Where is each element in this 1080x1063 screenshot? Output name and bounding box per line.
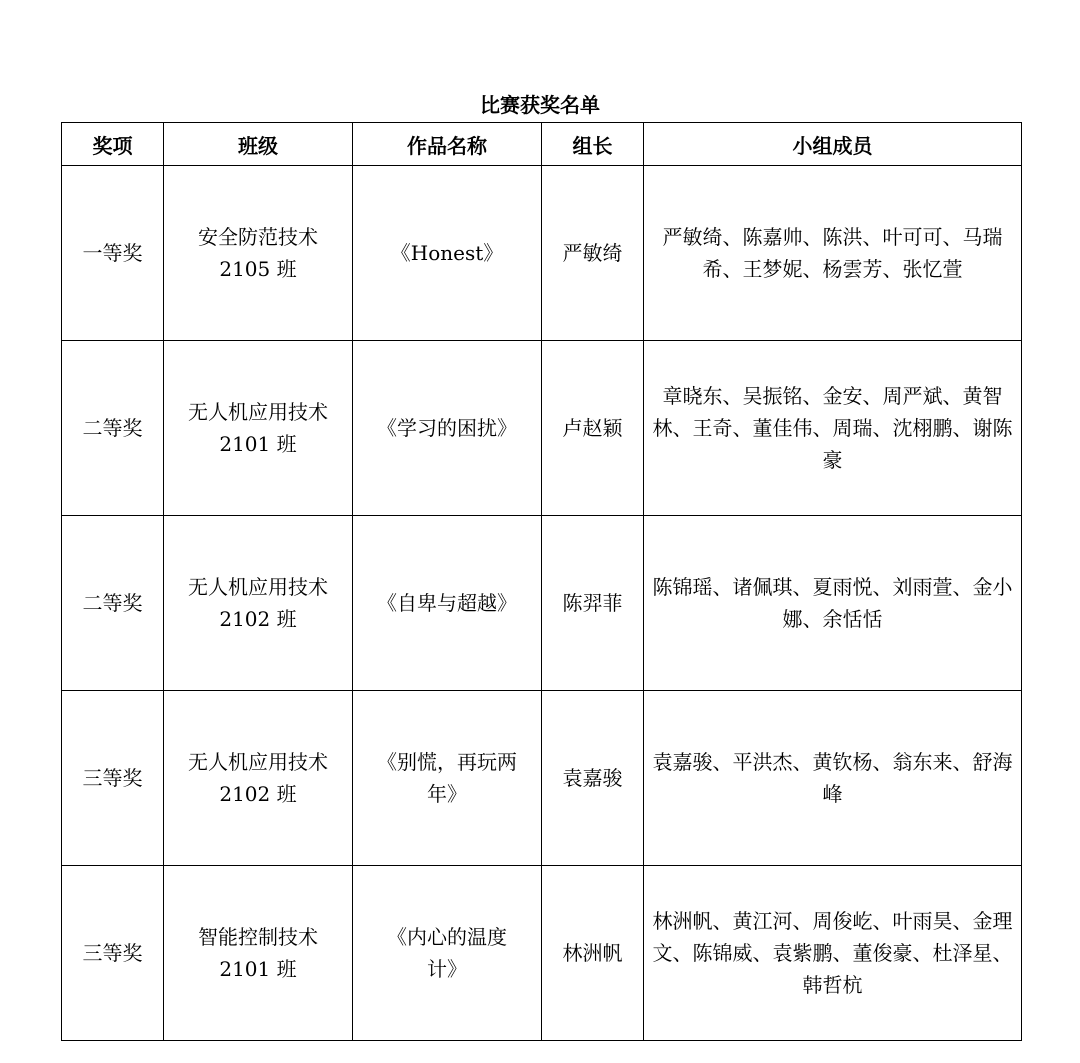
work-title-cell (353, 516, 542, 691)
awards-table (61, 122, 1022, 1041)
work-title-cell (353, 691, 542, 866)
class-cell (164, 341, 353, 516)
award-cell: 三等奖 (62, 691, 164, 866)
table-row (62, 516, 1022, 691)
award-cell: 一等奖 (62, 166, 164, 341)
work-title-line-1: 《别慌，再玩两 (377, 750, 517, 774)
class-cell (164, 166, 353, 341)
work-title-line-1: 《Honest》 (390, 241, 504, 265)
class-cell (164, 516, 353, 691)
class-cell (164, 691, 353, 866)
work-title-cell (353, 866, 542, 1041)
class-number: 2101 班 (219, 957, 297, 981)
header-leader: 组长 (542, 123, 644, 166)
class-name: 无人机应用技术 (188, 400, 328, 424)
header-work-title: 作品名称 (353, 123, 542, 166)
table-row (62, 691, 1022, 866)
header-award: 奖项 (62, 123, 164, 166)
award-cell: 二等奖 (62, 516, 164, 691)
class-name: 智能控制技术 (198, 925, 318, 949)
work-title-line-2: 年》 (427, 782, 467, 806)
table-header-row (62, 123, 1022, 166)
work-title-cell (353, 166, 542, 341)
table-row (62, 866, 1022, 1041)
class-number: 2105 班 (219, 257, 297, 281)
members-cell: 章晓东、吴振铭、金安、周严斌、黄智林、王奇、董佳伟、周瑞、沈栩鹏、谢陈豪 (644, 341, 1022, 516)
work-title-line-2: 计》 (427, 957, 467, 981)
class-number: 2101 班 (219, 432, 297, 456)
class-number: 2102 班 (219, 607, 297, 631)
class-name: 无人机应用技术 (188, 575, 328, 599)
class-number: 2102 班 (219, 782, 297, 806)
work-title-line-1: 《内心的温度 (387, 925, 507, 949)
work-title-cell (353, 341, 542, 516)
leader-cell: 严敏绮 (542, 166, 644, 341)
class-cell (164, 866, 353, 1041)
members-cell: 林洲帆、黄江河、周俊屹、叶雨昊、金理文、陈锦威、袁紫鹏、董俊豪、杜泽星、韩哲杭 (644, 866, 1022, 1041)
award-cell: 三等奖 (62, 866, 164, 1041)
leader-cell: 袁嘉骏 (542, 691, 644, 866)
work-title-line-1: 《学习的困扰》 (377, 416, 517, 440)
document-title: 比赛获奖名单 (480, 93, 600, 117)
class-name: 无人机应用技术 (188, 750, 328, 774)
members-cell: 严敏绮、陈嘉帅、陈洪、叶可可、马瑞希、王梦妮、杨雲芳、张忆萱 (644, 166, 1022, 341)
work-title-line-1: 《自卑与超越》 (377, 591, 517, 615)
header-class: 班级 (164, 123, 353, 166)
leader-cell: 陈羿菲 (542, 516, 644, 691)
leader-cell: 卢赵颖 (542, 341, 644, 516)
table-row (62, 341, 1022, 516)
members-cell: 陈锦瑶、诸佩琪、夏雨悦、刘雨萱、金小娜、余恬恬 (644, 516, 1022, 691)
leader-cell: 林洲帆 (542, 866, 644, 1041)
class-name: 安全防范技术 (198, 225, 318, 249)
header-members: 小组成员 (644, 123, 1022, 166)
members-cell: 袁嘉骏、平洪杰、黄钦杨、翁东来、舒海峰 (644, 691, 1022, 866)
table-row (62, 166, 1022, 341)
award-cell: 二等奖 (62, 341, 164, 516)
